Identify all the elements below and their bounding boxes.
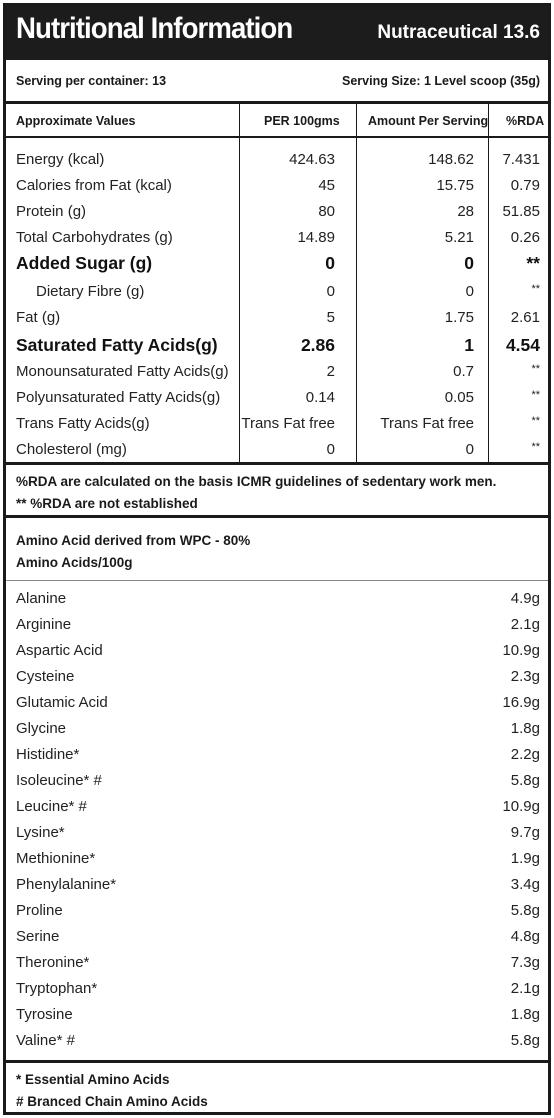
nutrient-name: Saturated Fatty Acids(g) (16, 335, 218, 355)
amino-acid-name: Aspartic Acid (16, 642, 103, 659)
amino-acid-name: Histidine* (16, 746, 80, 763)
amino-acid-name: Serine (16, 928, 60, 945)
amino-acid-value: 2.3g (510, 668, 540, 685)
nutrient-name: Polyunsaturated Fatty Acids(g) (16, 389, 221, 406)
amino-acid-value: 16.9g (502, 694, 540, 711)
amino-acid-name: Glutamic Acid (16, 694, 108, 711)
amino-divider (6, 580, 548, 581)
amino-acid-value: 1.9g (510, 850, 540, 867)
amino-acid-name: Leucine* # (16, 798, 87, 815)
table-row (6, 252, 548, 278)
footnote-essential: * Essential Amino Acids (16, 1072, 170, 1087)
amino-acid-value: 2.2g (510, 746, 540, 763)
value-per-100g: 0 (326, 283, 335, 300)
list-item (6, 950, 548, 976)
table-row (6, 412, 548, 438)
amino-source-title: Amino Acid derived from WPC - 80% (16, 533, 251, 548)
value-per-100g: 424.63 (289, 151, 335, 168)
amino-acid-value: 5.8g (510, 902, 540, 919)
nutrient-name: Protein (g) (16, 203, 87, 220)
value-per-serving: 1 (464, 335, 474, 355)
table-header (6, 104, 548, 138)
value-per-serving: 5.21 (444, 229, 474, 246)
nutrient-name: Cholesterol (mg) (16, 441, 127, 458)
value-rda: 0.79 (510, 177, 540, 194)
table-row (6, 226, 548, 252)
list-item (6, 612, 548, 638)
table-row (6, 174, 548, 200)
value-rda: 7.431 (502, 151, 540, 168)
value-per-100g: 5 (326, 309, 335, 326)
value-per-serving: 28 (457, 203, 474, 220)
table-row (6, 360, 548, 386)
nutrient-name: Dietary Fibre (g) (36, 283, 145, 300)
value-per-serving: 148.62 (428, 151, 474, 168)
amino-acid-name: Phenylalanine* (16, 876, 117, 893)
list-item (6, 846, 548, 872)
footnote-bcaa: # Branced Chain Amino Acids (16, 1094, 208, 1109)
value-per-serving: 15.75 (436, 177, 474, 194)
serving-per-container: Serving per container: 13 (16, 74, 167, 88)
amino-acid-name: Tryptophan* (16, 980, 98, 997)
amino-acid-name: Arginine (16, 616, 72, 633)
table-row (6, 200, 548, 226)
amino-acid-value: 4.9g (510, 590, 540, 607)
value-rda: ** (526, 253, 540, 273)
serving-size: Serving Size: 1 Level scoop (35g) (342, 74, 540, 88)
list-item (6, 638, 548, 664)
value-per-100g: Trans Fat free (241, 415, 335, 432)
label-title: Nutritional Information (16, 12, 293, 45)
table-row (6, 386, 548, 412)
amino-acid-value: 2.1g (510, 616, 540, 633)
table-row (6, 306, 548, 332)
label-footer (6, 1060, 548, 1118)
amino-acid-name: Lysine* (16, 824, 65, 841)
header-per-100g: PER 100gms (264, 114, 340, 128)
header-amount-per-serving: Amount Per Serving (368, 114, 489, 128)
amino-heading (16, 530, 250, 574)
nutrient-name: Fat (g) (16, 309, 61, 326)
value-rda: ** (531, 389, 540, 401)
list-item (6, 898, 548, 924)
value-per-100g: 45 (318, 177, 335, 194)
value-per-100g: 0 (326, 441, 335, 458)
nutrient-name: Total Carbohydrates (g) (16, 229, 173, 246)
amino-acid-name: Tyrosine (16, 1006, 73, 1023)
list-item (6, 794, 548, 820)
value-per-serving: 0 (465, 283, 474, 300)
value-per-serving: 0 (465, 441, 474, 458)
list-item (6, 1028, 548, 1054)
nutrient-name: Energy (kcal) (16, 151, 105, 168)
list-item (6, 872, 548, 898)
amino-acid-value: 7.3g (510, 954, 540, 971)
amino-acid-value: 5.8g (510, 1032, 540, 1049)
list-item (6, 1002, 548, 1028)
value-rda: ** (531, 441, 540, 453)
amino-acid-name: Theronine* (16, 954, 90, 971)
table-row (6, 280, 548, 306)
list-item (6, 664, 548, 690)
value-rda: 4.54 (505, 335, 540, 355)
product-name: Nutraceutical 13.6 (377, 22, 540, 43)
value-per-serving: Trans Fat free (380, 415, 474, 432)
nutrition-label (3, 3, 551, 1115)
amino-acid-name: Cysteine (16, 668, 75, 685)
value-per-100g: 0 (325, 253, 335, 273)
list-item (6, 716, 548, 742)
amino-acid-name: Isoleucine* # (16, 772, 102, 789)
list-item (6, 742, 548, 768)
label-header (6, 6, 548, 60)
amino-acid-name: Methionine* (16, 850, 96, 867)
amino-acid-value: 10.9g (502, 642, 540, 659)
amino-acid-value: 10.9g (502, 798, 540, 815)
nutrition-table (6, 104, 548, 462)
amino-acid-name: Proline (16, 902, 63, 919)
amino-acid-name: Alanine (16, 590, 67, 607)
value-rda: 51.85 (502, 203, 540, 220)
nutrient-name: Monounsaturated Fatty Acids(g) (16, 363, 229, 380)
value-per-100g: 2 (326, 363, 335, 380)
amino-acid-value: 3.4g (510, 876, 540, 893)
header-approximate-values: Approximate Values (16, 114, 136, 128)
value-rda: ** (531, 363, 540, 375)
amino-acid-name: Glycine (16, 720, 67, 737)
table-row (6, 334, 548, 360)
value-per-serving: 1.75 (444, 309, 474, 326)
value-per-100g: 2.86 (300, 335, 335, 355)
value-per-serving: 0.05 (444, 389, 474, 406)
list-item (6, 768, 548, 794)
list-item (6, 820, 548, 846)
value-rda: ** (531, 415, 540, 427)
value-per-serving: 0.7 (453, 363, 474, 380)
nutrient-name: Calories from Fat (kcal) (16, 177, 172, 194)
list-item (6, 690, 548, 716)
amino-acid-value: 5.8g (510, 772, 540, 789)
amino-acid-name: Valine* # (16, 1032, 75, 1049)
amino-acid-value: 4.8g (510, 928, 540, 945)
amino-unit-title: Amino Acids/100g (16, 555, 133, 570)
value-rda: ** (531, 283, 540, 295)
nutrient-name: Trans Fatty Acids(g) (16, 415, 150, 432)
amino-acid-value: 9.7g (510, 824, 540, 841)
table-row (6, 148, 548, 174)
table-row (6, 438, 548, 464)
value-per-100g: 80 (318, 203, 335, 220)
value-per-100g: 0.14 (305, 389, 335, 406)
amino-acid-value: 2.1g (510, 980, 540, 997)
value-per-100g: 14.89 (297, 229, 335, 246)
amino-acid-value: 1.8g (510, 1006, 540, 1023)
list-item (6, 924, 548, 950)
serving-info (6, 60, 548, 104)
value-rda: 0.26 (510, 229, 540, 246)
rda-notes (6, 462, 548, 518)
rda-note-not-established: ** %RDA are not established (16, 496, 198, 511)
value-per-serving: 0 (464, 253, 474, 273)
nutrient-name: Added Sugar (g) (16, 253, 153, 273)
header-rda: %RDA (506, 114, 545, 128)
value-rda: 2.61 (510, 309, 540, 326)
list-item (6, 976, 548, 1002)
amino-acid-value: 1.8g (510, 720, 540, 737)
list-item (6, 586, 548, 612)
rda-note-basis: %RDA are calculated on the basis ICMR guidelines of sedentary work men. (16, 474, 497, 489)
